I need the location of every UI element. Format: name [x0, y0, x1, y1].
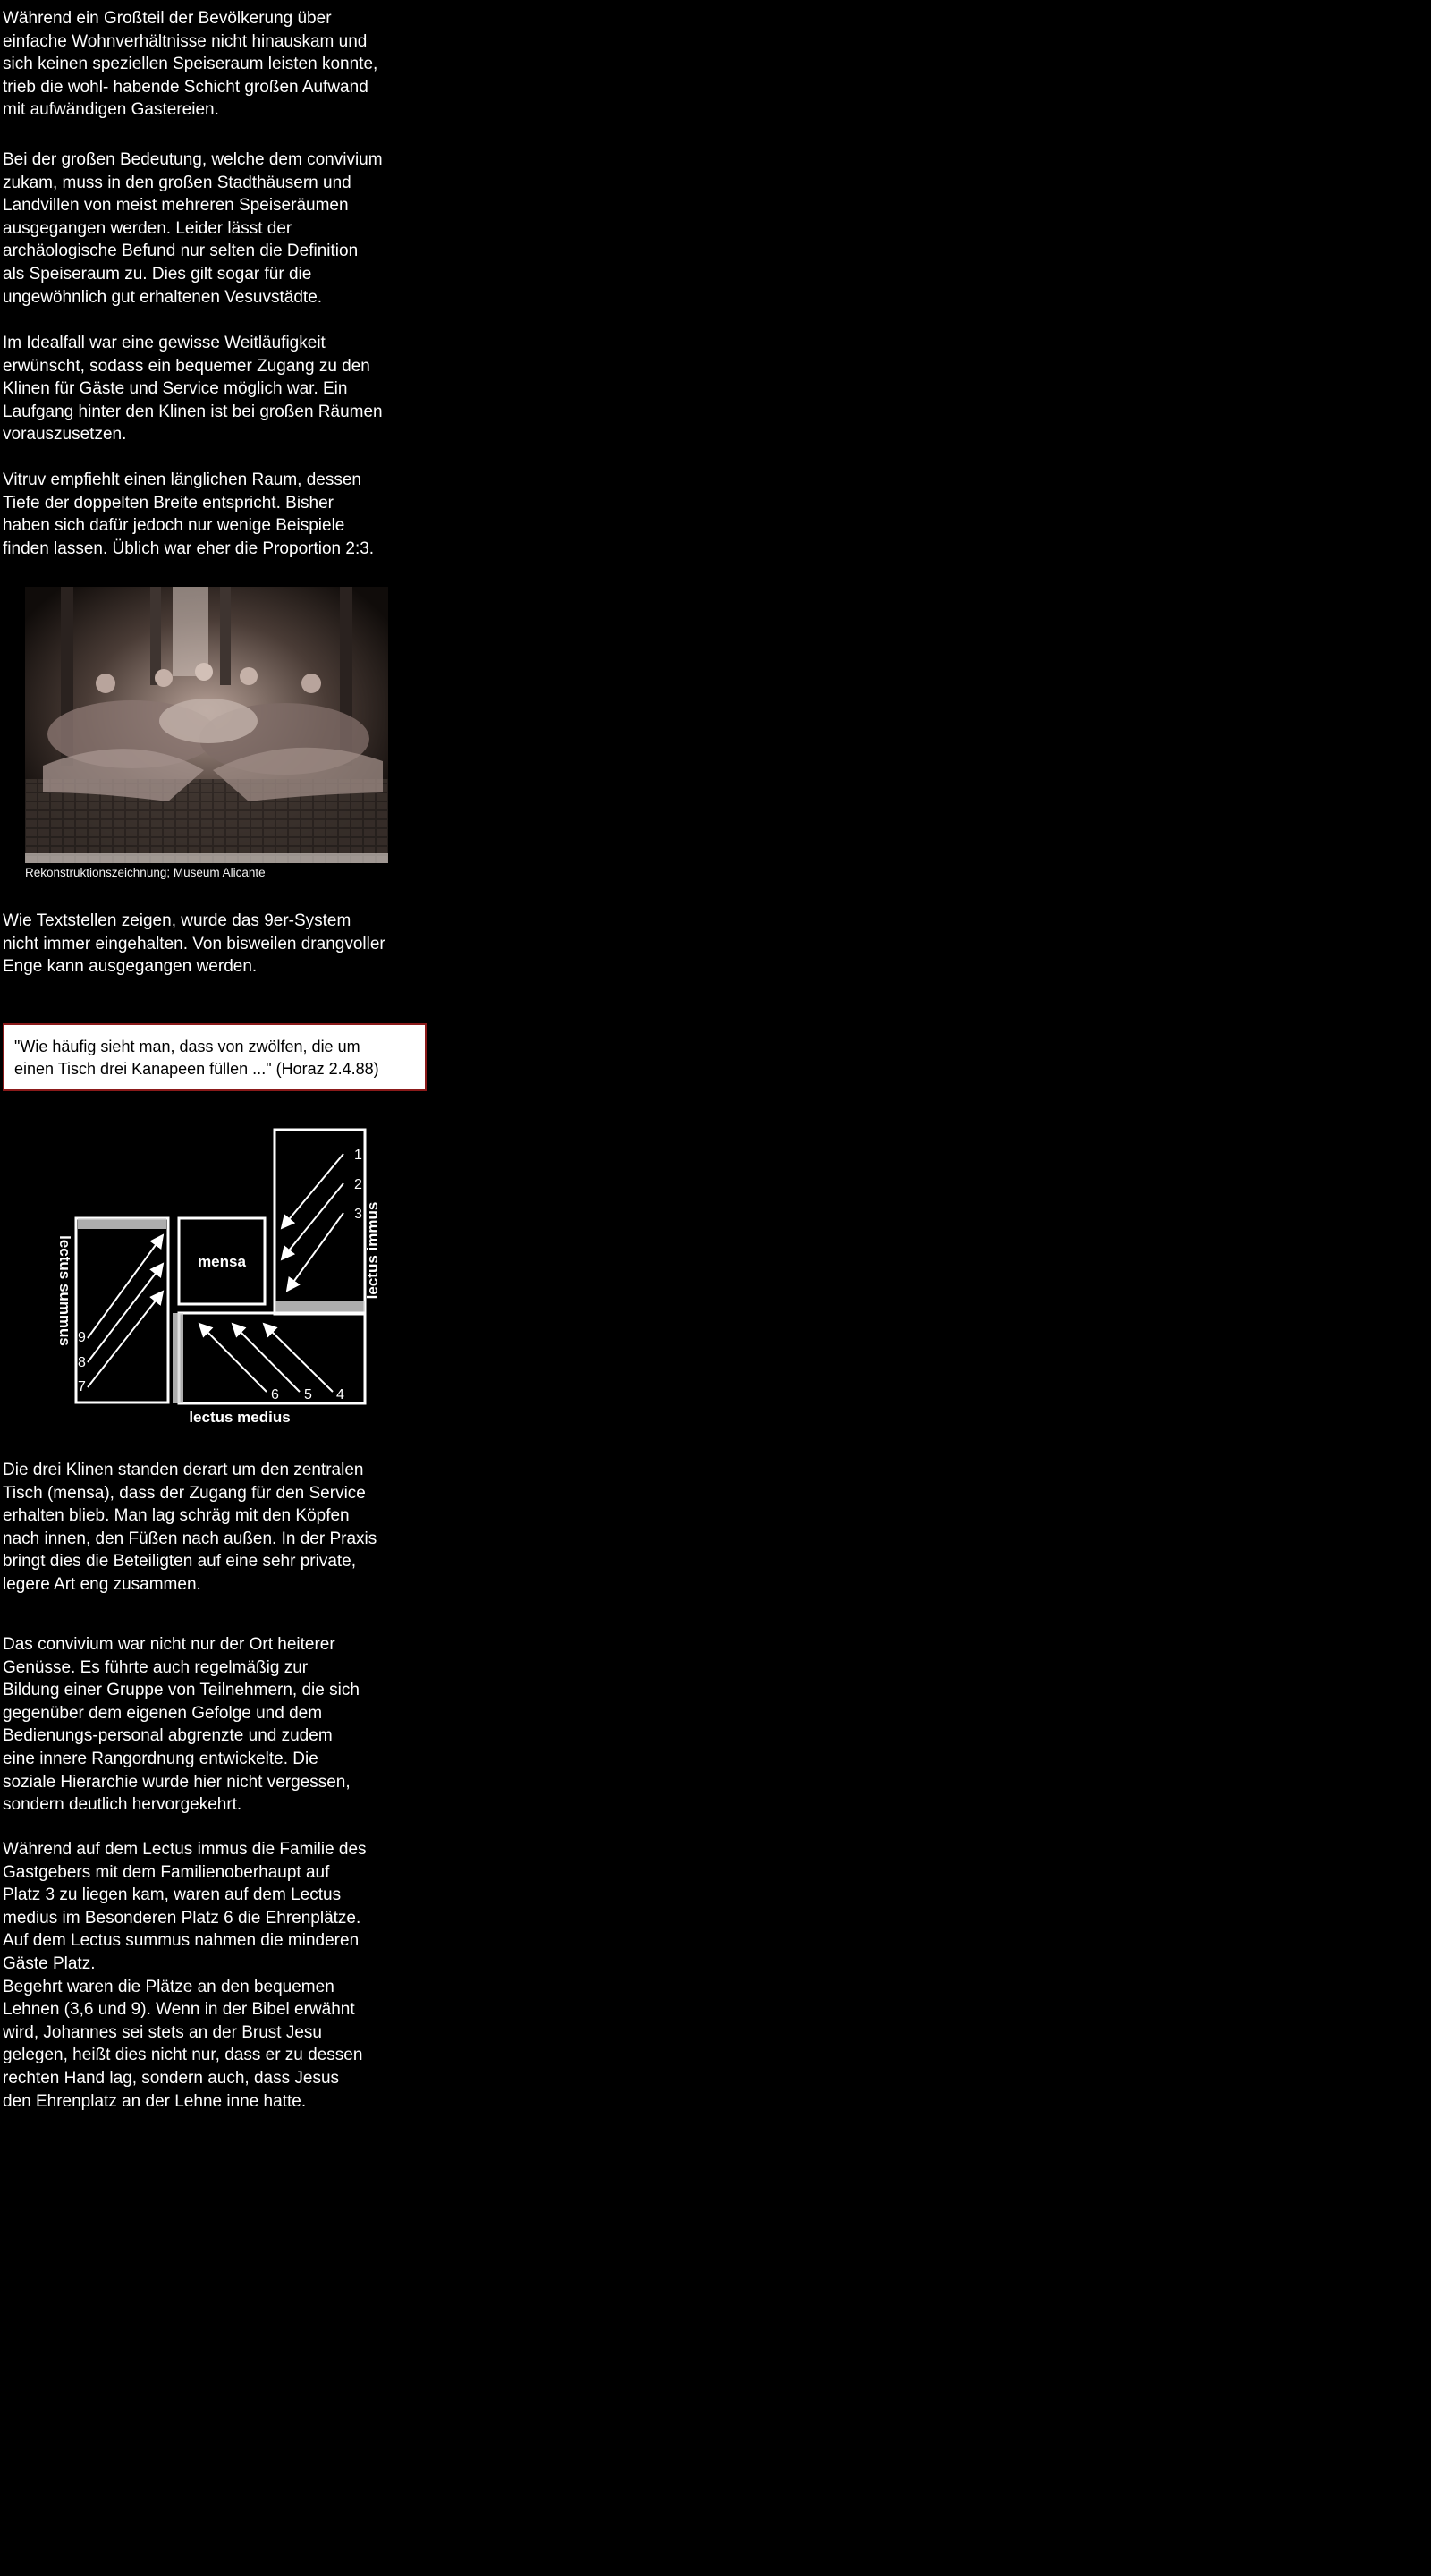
banquet-scene-illustration [25, 587, 388, 863]
place-number-1: 1 [354, 1148, 362, 1163]
place-number-3: 3 [354, 1207, 362, 1222]
paragraph-9er-system: Wie Textstellen zeigen, wurde das 9er-System nicht immer eingehalten. Von bisweilen drangvoller Enge kann ausgegangen werden. [3, 911, 385, 977]
place-number-9: 9 [78, 1330, 86, 1345]
place-number-6: 6 [271, 1387, 279, 1402]
paragraph-convivium-rooms: Bei der großen Bedeutung, welche dem convivium zukam, muss in den großen Stadthäusern und Landvillen von meist mehreren Speiseräumen ausgegangen werden. Leider lässt der archäologische Befund nur selten die Definition als Speiseraum zu. Dies gilt sogar für die ungewöhnlich gut erhaltenen Vesuvstädte. [3, 150, 383, 307]
paragraph-social-hierarchy: Das convivium war nicht nur der Ort heiterer Genüsse. Es führte auch regelmäßig zur Bildung einer Gruppe von Teilnehmern, die sich gegenüber dem eigenen Gefolge und dem Bedienungs-personal abgrenzte und zudem eine innere Rangordnung entwickelte. Die soziale Hierarchie wurde hier nicht vergessen, sondern deutlich hervorgekehrt. [3, 1635, 360, 1815]
place-number-4: 4 [336, 1387, 344, 1402]
paragraph-intro: Während ein Großteil der Bevölkerung über einfache Wohnverhältnisse nicht hinauskam und sich keinen speziellen Speiseraum leisten konnte, trieb die wohl- habende Schicht großen Aufwand mit aufwändigen Gastereien. [3, 9, 378, 120]
mensa-label: mensa [198, 1253, 246, 1270]
paragraph-ideal-case: Im Idealfall war eine gewisse Weitläufigkeit erwünscht, sodass ein bequemer Zugang zu den Klinen für Gäste und Service möglich war. Ein Laufgang hinter den Klinen ist bei großen Räumen vorauszusetzen. [3, 334, 383, 445]
triclinium-diagram [45, 1116, 385, 1431]
image-caption: Rekonstruktionszeichnung; Museum Alicante [25, 866, 266, 879]
horaz-quote-box: "Wie häufig sieht man, dass von zwölfen, die um einen Tisch drei Kanapeen füllen ..." (Horaz 2.4.88) [3, 1023, 427, 1091]
paragraph-seating-order: Während auf dem Lectus immus die Familie des Gastgebers mit dem Familienoberhaupt auf Platz 3 zu liegen kam, waren auf dem Lectus medius im Besonderen Platz 6 die Ehrenplätze. Auf dem Lectus summus nahmen die minderen Gäste Platz. Begehrt waren die Plätze an den bequemen Lehnen (3,6 und 9). Wenn in der Bibel erwähnt wird, Johannes sei stets an der Brust Jesu gelegen, heißt dies nicht nur, dass er zu dessen rechten Hand lag, sondern auch, dass Jesus den Ehrenplatz an der Lehne inne hatte. [3, 1840, 367, 2111]
lectus-immus-label: lectus immus [364, 1201, 381, 1300]
place-number-8: 8 [78, 1355, 86, 1370]
reconstruction-image [25, 587, 388, 863]
place-number-2: 2 [354, 1177, 362, 1192]
lectus-summus-label: lectus summus [56, 1235, 73, 1346]
paragraph-klinen-arrangement: Die drei Klinen standen derart um den zentralen Tisch (mensa), dass der Zugang für den Service erhalten blieb. Man lag schräg mit den Köpfen nach innen, den Füßen nach außen. In der Praxis bringt dies die Beteiligten auf eine sehr private, legere Art eng zusammen. [3, 1461, 377, 1594]
lectus-immus-couch [275, 1130, 365, 1314]
place-number-7: 7 [78, 1379, 86, 1394]
place-number-5: 5 [304, 1387, 312, 1402]
paragraph-vitruv: Vitruv empfiehlt einen länglichen Raum, dessen Tiefe der doppelten Breite entspricht. Bisher haben sich dafür jedoch nur wenige Beispiele finden lassen. Üblich war eher die Proportion 2:3. [3, 470, 375, 558]
lectus-medius-label: lectus medius [189, 1409, 291, 1426]
